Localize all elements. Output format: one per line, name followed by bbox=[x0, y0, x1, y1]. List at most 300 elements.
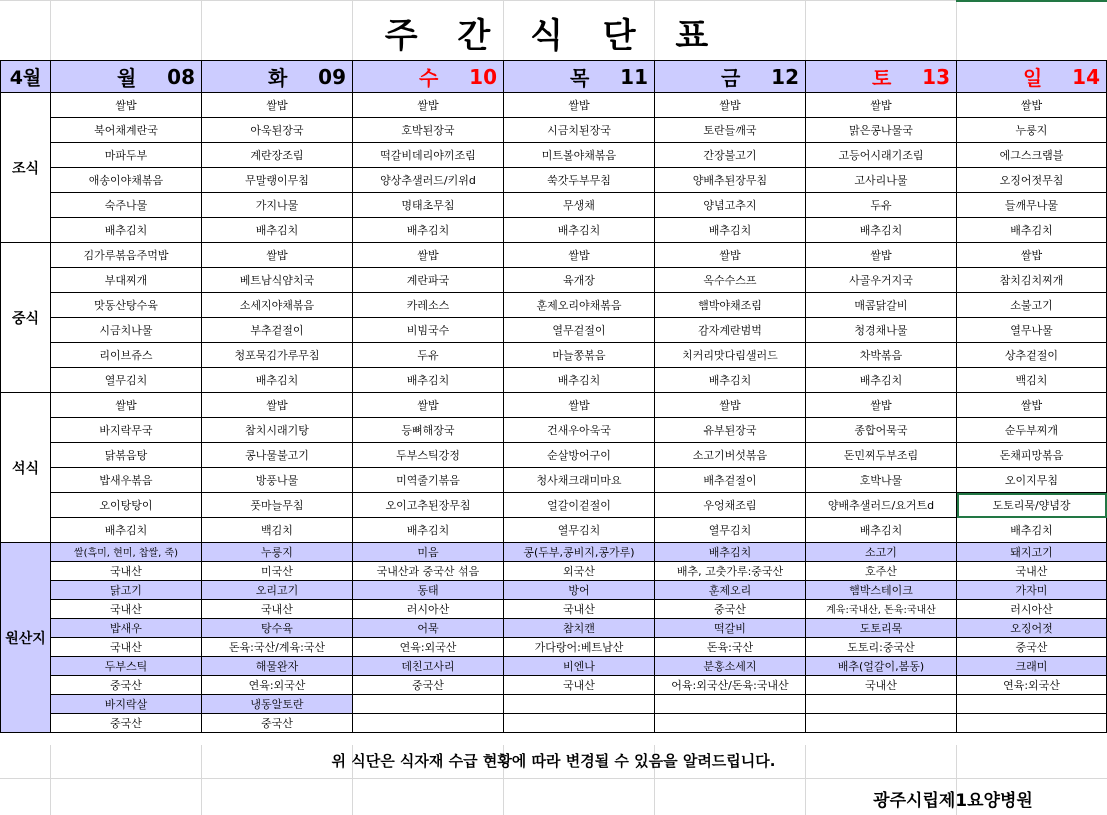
ingredient-cell[interactable] bbox=[806, 581, 957, 600]
meal-row bbox=[1, 343, 1107, 368]
origin-cell[interactable] bbox=[202, 600, 353, 619]
ingredient-name: 바지락살 bbox=[104, 698, 148, 711]
ingredient-cell[interactable] bbox=[504, 695, 655, 714]
menu-item-cell[interactable]: 방풍나물 bbox=[202, 468, 353, 493]
day-header bbox=[51, 62, 201, 91]
origin-cell[interactable] bbox=[806, 600, 957, 619]
origin-text: 가다랑어:베트남산 bbox=[534, 641, 624, 654]
day-header-cell[interactable] bbox=[51, 61, 202, 93]
month-label: 4월 bbox=[9, 67, 42, 89]
day-header-cell[interactable] bbox=[504, 61, 655, 93]
origin-cell[interactable] bbox=[51, 638, 202, 657]
ingredient-cell[interactable] bbox=[655, 695, 806, 714]
menu-item-cell[interactable]: 얼갈이겉절이 bbox=[504, 493, 655, 518]
origin-cell[interactable] bbox=[504, 676, 655, 695]
ingredient-name: 동태 bbox=[417, 584, 439, 597]
menu-item-cell[interactable]: 쌀밥 bbox=[806, 243, 957, 268]
origin-text: 연육:외국산 bbox=[399, 641, 457, 654]
menu-item-cell[interactable]: 치커리맛다림샐러드 bbox=[655, 343, 806, 368]
weekly-menu-table bbox=[0, 60, 1107, 733]
origin-text: 중국산 bbox=[110, 679, 142, 692]
menu-item-cell[interactable]: 배추김치 bbox=[353, 518, 504, 543]
menu-item-cell[interactable]: 열무김치 bbox=[504, 518, 655, 543]
menu-item-cell[interactable]: 육개장 bbox=[504, 268, 655, 293]
ingredient-cell[interactable] bbox=[504, 581, 655, 600]
menu-item-cell[interactable]: 배추김치 bbox=[51, 518, 202, 543]
origin-cell[interactable] bbox=[202, 676, 353, 695]
origin-row bbox=[1, 676, 1107, 695]
menu-item-cell[interactable]: 시금치나물 bbox=[51, 318, 202, 343]
origin-text: 국내산 bbox=[1015, 565, 1048, 578]
menu-item-cell[interactable]: 김가루볶음주먹밥 bbox=[51, 243, 202, 268]
ingredient-cell[interactable] bbox=[655, 657, 806, 676]
day-header bbox=[957, 62, 1106, 91]
origin-text: 도토리:중국산 bbox=[847, 641, 915, 654]
menu-item-cell[interactable]: 배추김치 bbox=[353, 218, 504, 243]
origin-cell[interactable] bbox=[353, 714, 504, 733]
menu-item-cell[interactable]: 쌀밥 bbox=[655, 393, 806, 418]
ingredient-cell[interactable] bbox=[51, 657, 202, 676]
menu-item-cell[interactable]: 마파두부 bbox=[51, 143, 202, 168]
menu-item-cell[interactable]: 오이고추된장무침 bbox=[353, 493, 504, 518]
ingredient-name: 훈제오리 bbox=[708, 584, 752, 597]
meal-row bbox=[1, 293, 1107, 318]
menu-item-cell[interactable]: 배추김치 bbox=[957, 218, 1107, 243]
meal-row bbox=[1, 118, 1107, 143]
menu-item-cell[interactable]: 쌀밥 bbox=[202, 243, 353, 268]
origin-row bbox=[1, 581, 1107, 600]
ingredient-cell[interactable] bbox=[353, 695, 504, 714]
menu-item-cell[interactable]: 쌀밥 bbox=[51, 93, 202, 118]
menu-item-cell[interactable]: 우엉채조림 bbox=[655, 493, 806, 518]
menu-item-cell[interactable]: 미역줄기볶음 bbox=[353, 468, 504, 493]
menu-item-cell[interactable]: 부추겉절이 bbox=[202, 318, 353, 343]
menu-item-cell[interactable]: 훈제오리야채볶음 bbox=[504, 293, 655, 318]
menu-item-cell[interactable]: 닭볶음탕 bbox=[51, 443, 202, 468]
day-name: 금 bbox=[721, 66, 741, 90]
menu-item-cell[interactable]: 백김치 bbox=[202, 518, 353, 543]
meal-row bbox=[1, 93, 1107, 118]
origin-text: 국내산 bbox=[563, 603, 595, 616]
ingredient-name: 해물완자 bbox=[255, 660, 299, 673]
origin-cell[interactable] bbox=[353, 562, 504, 581]
menu-item-cell[interactable]: 북어채계란국 bbox=[51, 118, 202, 143]
origin-text: 연육:외국산 bbox=[248, 679, 306, 692]
menu-item-cell[interactable]: 열무김치 bbox=[51, 368, 202, 393]
menu-item-cell[interactable]: 쌀밥 bbox=[504, 243, 655, 268]
meal-row bbox=[1, 443, 1107, 468]
menu-item-cell[interactable]: 등뼈해장국 bbox=[353, 418, 504, 443]
menu-item-cell[interactable]: 쌀밥 bbox=[202, 93, 353, 118]
menu-item-cell[interactable]: 배추김치 bbox=[51, 218, 202, 243]
menu-item-cell[interactable]: 사골우거지국 bbox=[806, 268, 957, 293]
menu-item-cell[interactable]: 배추김치 bbox=[655, 368, 806, 393]
menu-item-cell[interactable]: 배추김치 bbox=[957, 518, 1107, 543]
menu-item-cell[interactable]: 쌀밥 bbox=[957, 243, 1107, 268]
menu-item-cell[interactable]: 떡갈비데리야끼조림 bbox=[353, 143, 504, 168]
ingredient-cell[interactable] bbox=[202, 657, 353, 676]
menu-item-cell[interactable]: 옥수수스프 bbox=[655, 268, 806, 293]
ingredient-cell[interactable] bbox=[806, 695, 957, 714]
origin-cell[interactable] bbox=[202, 638, 353, 657]
menu-item-cell[interactable]: 무말랭이무침 bbox=[202, 168, 353, 193]
ingredient-cell[interactable] bbox=[353, 657, 504, 676]
origin-text: 국내산 bbox=[110, 565, 142, 578]
menu-item-cell[interactable]: 배추김치 bbox=[806, 218, 957, 243]
origin-cell[interactable] bbox=[353, 676, 504, 695]
day-name: 일 bbox=[1023, 66, 1043, 90]
meal-row bbox=[1, 368, 1107, 393]
menu-item-cell[interactable]: 오징어젓무침 bbox=[957, 168, 1107, 193]
menu-item-cell[interactable]: 배추김치 bbox=[806, 518, 957, 543]
origin-cell[interactable] bbox=[655, 600, 806, 619]
menu-item-cell[interactable]: 양념고추지 bbox=[655, 193, 806, 218]
ingredient-cell[interactable] bbox=[51, 695, 202, 714]
menu-item-cell[interactable]: 고등어시래기조림 bbox=[806, 143, 957, 168]
menu-item-cell[interactable]: 애송이야채볶음 bbox=[51, 168, 202, 193]
menu-item-cell[interactable]: 참치김치찌개 bbox=[957, 268, 1107, 293]
menu-item-cell[interactable]: 햄박야채조림 bbox=[655, 293, 806, 318]
origin-cell[interactable] bbox=[806, 676, 957, 695]
menu-item-cell[interactable]: 명태초무침 bbox=[353, 193, 504, 218]
menu-item-cell[interactable]: 쌀밥 bbox=[957, 393, 1107, 418]
menu-item-cell[interactable]: 비빔국수 bbox=[353, 318, 504, 343]
menu-item-cell[interactable]: 계란장조림 bbox=[202, 143, 353, 168]
ingredient-cell[interactable] bbox=[353, 581, 504, 600]
ingredient-name: 탕수육 bbox=[261, 622, 293, 635]
ingredient-cell[interactable] bbox=[51, 543, 202, 562]
menu-item-cell[interactable]: 소불고기 bbox=[957, 293, 1107, 318]
menu-item-cell[interactable]: 풋마늘무침 bbox=[202, 493, 353, 518]
menu-item-cell[interactable]: 오이탕탕이 bbox=[51, 493, 202, 518]
origin-text: 러시아산 bbox=[1010, 603, 1053, 616]
menu-item-cell[interactable]: 시금치된장국 bbox=[504, 118, 655, 143]
ingredient-cell[interactable] bbox=[202, 543, 353, 562]
ingredient-name: 오리고기 bbox=[255, 584, 299, 597]
menu-item-cell[interactable]: 돈채피망볶음 bbox=[957, 443, 1107, 468]
origin-text: 어육:외국산/돈육:국내산 bbox=[671, 679, 789, 692]
day-header-cell[interactable] bbox=[806, 61, 957, 93]
menu-item-cell[interactable]: 계란파국 bbox=[353, 268, 504, 293]
menu-item-cell[interactable]: 감자계란범벅 bbox=[655, 318, 806, 343]
menu-item-cell[interactable]: 호박된장국 bbox=[353, 118, 504, 143]
ingredient-name: 소고기 bbox=[865, 546, 897, 559]
menu-item-cell[interactable]: 쌀밥 bbox=[806, 393, 957, 418]
ingredient-cell[interactable] bbox=[51, 581, 202, 600]
day-header-row bbox=[1, 61, 1107, 93]
menu-item-cell[interactable]: 간장불고기 bbox=[655, 143, 806, 168]
menu-item-cell[interactable]: 건새우아욱국 bbox=[504, 418, 655, 443]
menu-item-cell[interactable]: 쌀밥 bbox=[353, 393, 504, 418]
menu-item-cell[interactable]: 배추김치 bbox=[504, 368, 655, 393]
ingredient-name: 누룽지 bbox=[261, 546, 293, 559]
ingredient-name: 닭고기 bbox=[110, 584, 142, 597]
day-name: 수 bbox=[419, 66, 439, 90]
menu-item-cell[interactable]: 맛동산탕수육 bbox=[51, 293, 202, 318]
menu-item-cell[interactable]: 청사채크래미마요 bbox=[504, 468, 655, 493]
origin-row bbox=[1, 695, 1107, 714]
menu-item-cell[interactable]: 마늘쫑볶음 bbox=[504, 343, 655, 368]
menu-item-cell[interactable]: 쑥갓두부무침 bbox=[504, 168, 655, 193]
menu-item-cell[interactable]: 베트남식얌치국 bbox=[202, 268, 353, 293]
menu-item-cell[interactable]: 가지나물 bbox=[202, 193, 353, 218]
menu-item-cell[interactable]: 청포묵김가루무침 bbox=[202, 343, 353, 368]
meal-row bbox=[1, 393, 1107, 418]
ingredient-cell[interactable] bbox=[957, 695, 1107, 714]
ingredient-cell[interactable] bbox=[202, 619, 353, 638]
ingredient-cell[interactable] bbox=[655, 619, 806, 638]
menu-item-cell[interactable]: 청경채나물 bbox=[806, 318, 957, 343]
origin-cell[interactable] bbox=[957, 676, 1107, 695]
menu-item-cell[interactable]: 양상추샐러드/키위d bbox=[353, 168, 504, 193]
day-name: 토 bbox=[872, 66, 892, 90]
menu-item-cell[interactable]: 백김치 bbox=[957, 368, 1107, 393]
origin-text: 돈육:국산/계육:국산 bbox=[228, 641, 326, 654]
menu-item-cell[interactable]: 콩나물불고기 bbox=[202, 443, 353, 468]
origin-text: 중국산 bbox=[412, 679, 444, 692]
origin-row bbox=[1, 562, 1107, 581]
origin-cell[interactable] bbox=[957, 600, 1107, 619]
meal-label-text: 중식 bbox=[11, 310, 40, 327]
hospital-name: 광주시립제1요양병원 bbox=[873, 791, 1033, 811]
menu-item-cell[interactable]: 쌀밥 bbox=[957, 93, 1107, 118]
origin-text: 배추, 고춧가루:중국산 bbox=[676, 565, 784, 578]
origin-cell[interactable] bbox=[957, 562, 1107, 581]
origin-cell[interactable] bbox=[51, 714, 202, 733]
menu-item-cell[interactable]: 무생채 bbox=[504, 193, 655, 218]
menu-item-cell[interactable]: 쌀밥 bbox=[655, 93, 806, 118]
day-date: 11 bbox=[620, 64, 648, 89]
ingredient-name: 비엔나 bbox=[563, 660, 595, 673]
ingredient-cell[interactable] bbox=[202, 581, 353, 600]
day-name: 화 bbox=[268, 66, 288, 90]
menu-item-cell[interactable]: 바지락무국 bbox=[51, 418, 202, 443]
day-date: 12 bbox=[771, 64, 799, 89]
origin-cell[interactable] bbox=[353, 600, 504, 619]
ingredient-cell[interactable] bbox=[504, 619, 655, 638]
ingredient-cell[interactable] bbox=[51, 619, 202, 638]
origin-cell[interactable] bbox=[51, 600, 202, 619]
origin-cell[interactable] bbox=[202, 562, 353, 581]
origin-label[interactable] bbox=[1, 543, 51, 733]
origin-cell[interactable] bbox=[655, 638, 806, 657]
ingredient-cell[interactable] bbox=[504, 543, 655, 562]
origin-text: 연육:외국산 bbox=[1003, 679, 1060, 692]
menu-table-body bbox=[1, 61, 1107, 733]
origin-cell[interactable] bbox=[504, 714, 655, 733]
meal-row bbox=[1, 493, 1107, 518]
origin-text: 국내산 bbox=[563, 679, 595, 692]
menu-item-cell[interactable]: 부대찌개 bbox=[51, 268, 202, 293]
menu-item-cell[interactable]: 쌀밥 bbox=[504, 393, 655, 418]
menu-item-cell[interactable]: 숙주나물 bbox=[51, 193, 202, 218]
menu-item-cell[interactable]: 카레소스 bbox=[353, 293, 504, 318]
origin-text: 국내산과 중국산 섞음 bbox=[376, 565, 480, 578]
origin-cell[interactable] bbox=[504, 600, 655, 619]
meal-row bbox=[1, 268, 1107, 293]
origin-cell[interactable] bbox=[353, 638, 504, 657]
menu-item-cell[interactable]: 열무김치 bbox=[655, 518, 806, 543]
origin-cell[interactable] bbox=[655, 676, 806, 695]
menu-item-cell[interactable]: 참치시래기탕 bbox=[202, 418, 353, 443]
ingredient-name: 미음 bbox=[417, 546, 439, 559]
menu-item-cell[interactable]: 쌀밥 bbox=[353, 93, 504, 118]
ingredient-name: 밥새우 bbox=[110, 622, 142, 635]
ingredient-cell[interactable] bbox=[353, 543, 504, 562]
menu-item-cell[interactable]: 양배추된장무침 bbox=[655, 168, 806, 193]
day-header-cell[interactable] bbox=[655, 61, 806, 93]
menu-item-cell[interactable]: 호박나물 bbox=[806, 468, 957, 493]
menu-item-cell[interactable]: 쌀밥 bbox=[202, 393, 353, 418]
menu-item-cell[interactable]: 배추김치 bbox=[202, 218, 353, 243]
menu-item-cell[interactable]: 차박볶음 bbox=[806, 343, 957, 368]
menu-item-cell[interactable]: 배추김치 bbox=[504, 218, 655, 243]
origin-label-text: 원산지 bbox=[5, 630, 46, 647]
menu-item-cell[interactable]: 유부된장국 bbox=[655, 418, 806, 443]
origin-text: 국내산 bbox=[865, 679, 897, 692]
ingredient-cell[interactable] bbox=[353, 619, 504, 638]
menu-item-cell[interactable]: 도토리묵/양념장 bbox=[957, 493, 1107, 518]
menu-item-cell[interactable]: 밥새우볶음 bbox=[51, 468, 202, 493]
meal-label[interactable] bbox=[1, 393, 51, 543]
menu-item-cell[interactable]: 에그스크램블 bbox=[957, 143, 1107, 168]
meal-row bbox=[1, 418, 1107, 443]
origin-cell[interactable] bbox=[806, 562, 957, 581]
menu-item-cell[interactable]: 쌀밥 bbox=[353, 243, 504, 268]
day-header-cell[interactable] bbox=[957, 61, 1107, 93]
menu-item-cell[interactable]: 토란들깨국 bbox=[655, 118, 806, 143]
ingredient-name: 크래미 bbox=[1015, 660, 1048, 673]
day-date: 14 bbox=[1072, 64, 1100, 89]
ingredient-cell[interactable] bbox=[957, 657, 1107, 676]
menu-item-cell[interactable]: 돈민찌두부조림 bbox=[806, 443, 957, 468]
origin-cell[interactable] bbox=[957, 638, 1107, 657]
origin-cell[interactable] bbox=[51, 562, 202, 581]
month-cell[interactable] bbox=[1, 61, 51, 93]
origin-cell[interactable] bbox=[504, 638, 655, 657]
origin-text: 중국산 bbox=[110, 717, 142, 730]
menu-item-cell[interactable]: 상추겉절이 bbox=[957, 343, 1107, 368]
ingredient-cell[interactable] bbox=[202, 695, 353, 714]
menu-item-cell[interactable]: 열무겉절이 bbox=[504, 318, 655, 343]
menu-item-cell[interactable]: 두유 bbox=[806, 193, 957, 218]
day-header bbox=[504, 62, 654, 91]
meal-label[interactable] bbox=[1, 243, 51, 393]
ingredient-cell[interactable] bbox=[806, 543, 957, 562]
day-header-cell[interactable] bbox=[353, 61, 504, 93]
meal-row bbox=[1, 218, 1107, 243]
day-header bbox=[202, 62, 352, 91]
menu-item-cell[interactable]: 소세지야채볶음 bbox=[202, 293, 353, 318]
origin-cell[interactable] bbox=[806, 638, 957, 657]
menu-item-cell[interactable]: 쌀밥 bbox=[655, 243, 806, 268]
origin-cell[interactable] bbox=[806, 714, 957, 733]
menu-item-cell[interactable]: 배추김치 bbox=[202, 368, 353, 393]
page-title: 주 간 식 단 표 bbox=[384, 16, 723, 56]
ingredient-cell[interactable] bbox=[957, 543, 1107, 562]
menu-item-cell[interactable]: 두유 bbox=[353, 343, 504, 368]
ingredient-cell[interactable] bbox=[806, 657, 957, 676]
meal-row bbox=[1, 143, 1107, 168]
meal-row bbox=[1, 168, 1107, 193]
menu-item-cell[interactable]: 순살방어구이 bbox=[504, 443, 655, 468]
menu-item-cell[interactable]: 맑은콩나물국 bbox=[806, 118, 957, 143]
menu-item-cell[interactable]: 양배추샐러드/요거트d bbox=[806, 493, 957, 518]
menu-item-cell[interactable]: 소고기버섯볶음 bbox=[655, 443, 806, 468]
origin-row bbox=[1, 638, 1107, 657]
menu-item-cell[interactable]: 미트볼야채볶음 bbox=[504, 143, 655, 168]
menu-item-cell[interactable]: 순두부찌개 bbox=[957, 418, 1107, 443]
origin-cell[interactable] bbox=[51, 676, 202, 695]
menu-item-cell[interactable]: 배추김치 bbox=[655, 218, 806, 243]
ingredient-cell[interactable] bbox=[655, 543, 806, 562]
ingredient-name: 가자미 bbox=[1015, 584, 1048, 597]
origin-text: 계육:국내산, 돈육:국내산 bbox=[826, 604, 936, 616]
origin-cell[interactable] bbox=[202, 714, 353, 733]
menu-item-cell[interactable]: 쌀밥 bbox=[504, 93, 655, 118]
meal-row bbox=[1, 243, 1107, 268]
day-name: 목 bbox=[570, 66, 590, 90]
meal-label[interactable] bbox=[1, 93, 51, 243]
menu-item-cell[interactable]: 매콤닭갈비 bbox=[806, 293, 957, 318]
origin-text: 중국산 bbox=[1015, 641, 1048, 654]
origin-text: 호주산 bbox=[865, 565, 897, 578]
menu-item-cell[interactable]: 들깨무나물 bbox=[957, 193, 1107, 218]
menu-item-cell[interactable]: 종합어묵국 bbox=[806, 418, 957, 443]
ingredient-name: 배추김치 bbox=[708, 546, 752, 559]
origin-cell[interactable] bbox=[655, 562, 806, 581]
meal-label-text: 석식 bbox=[11, 460, 40, 477]
menu-item-cell[interactable]: 배추김치 bbox=[353, 368, 504, 393]
ingredient-name: 떡갈비 bbox=[714, 622, 746, 635]
notice-text: 위 식단은 식자재 수급 현황에 따라 변경될 수 있음을 알려드립니다. bbox=[331, 752, 776, 770]
menu-item-cell[interactable]: 쌀밥 bbox=[806, 93, 957, 118]
origin-text: 미국산 bbox=[261, 565, 293, 578]
day-date: 10 bbox=[469, 64, 497, 89]
menu-item-cell[interactable]: 누룽지 bbox=[957, 118, 1107, 143]
ingredient-cell[interactable] bbox=[504, 657, 655, 676]
origin-cell[interactable] bbox=[504, 562, 655, 581]
menu-item-cell[interactable]: 오이지무침 bbox=[957, 468, 1107, 493]
menu-item-cell[interactable]: 쌀밥 bbox=[51, 393, 202, 418]
menu-item-cell[interactable]: 아욱된장국 bbox=[202, 118, 353, 143]
origin-text: 국내산 bbox=[110, 641, 142, 654]
menu-item-cell[interactable]: 배추겉절이 bbox=[655, 468, 806, 493]
ingredient-name: 콩(두부,콩비지,콩가루) bbox=[523, 546, 635, 559]
menu-item-cell[interactable]: 고사리나물 bbox=[806, 168, 957, 193]
day-header-cell[interactable] bbox=[202, 61, 353, 93]
ingredient-cell[interactable] bbox=[655, 581, 806, 600]
ingredient-cell[interactable] bbox=[806, 619, 957, 638]
menu-item-cell[interactable]: 열무나물 bbox=[957, 318, 1107, 343]
menu-item-cell[interactable]: 두부스틱강정 bbox=[353, 443, 504, 468]
ingredient-name: 오징어젓 bbox=[1010, 622, 1053, 635]
origin-cell[interactable] bbox=[957, 714, 1107, 733]
ingredient-cell[interactable] bbox=[957, 619, 1107, 638]
ingredient-name: 두부스틱 bbox=[104, 660, 148, 673]
menu-item-cell[interactable]: 리이브쥬스 bbox=[51, 343, 202, 368]
origin-row bbox=[1, 600, 1107, 619]
ingredient-name: 데친고사리 bbox=[401, 660, 455, 673]
menu-item-cell[interactable]: 배추김치 bbox=[806, 368, 957, 393]
origin-text: 중국산 bbox=[261, 717, 293, 730]
day-name: 월 bbox=[117, 66, 137, 90]
ingredient-cell[interactable] bbox=[957, 581, 1107, 600]
day-header bbox=[655, 62, 805, 91]
ingredient-name: 분홍소세지 bbox=[703, 660, 757, 673]
ingredient-name: 참치캔 bbox=[563, 622, 595, 635]
origin-cell[interactable] bbox=[655, 714, 806, 733]
